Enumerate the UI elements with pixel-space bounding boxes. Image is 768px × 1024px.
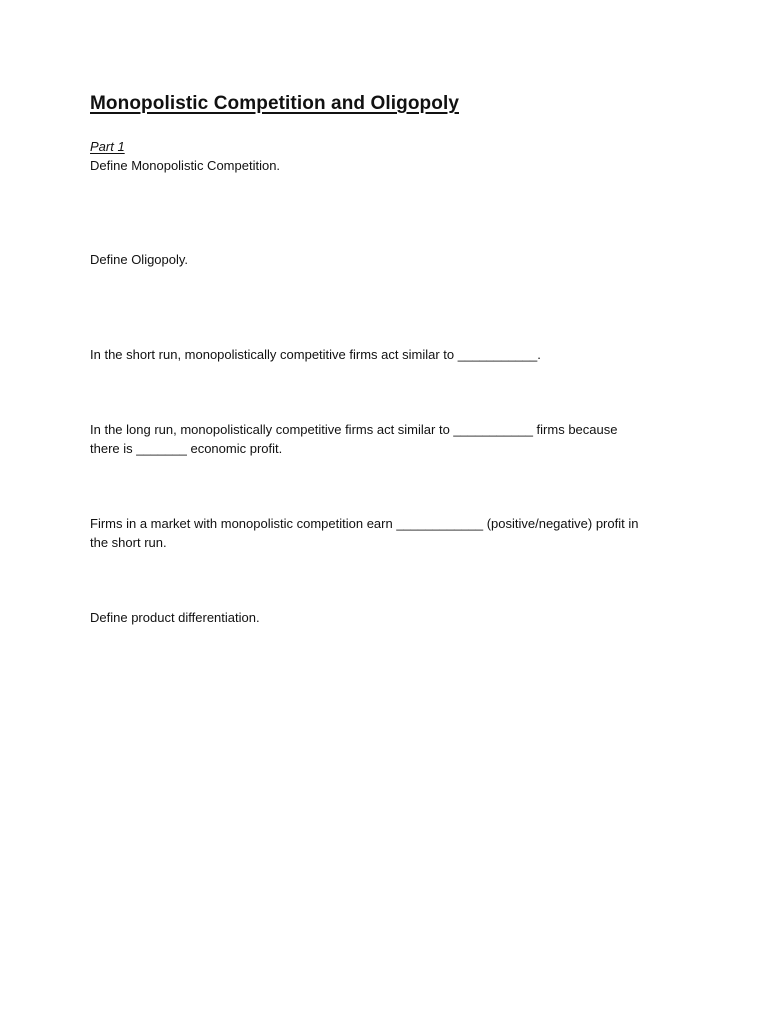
part-label: Part 1 — [90, 139, 125, 154]
question-short-run-similarity: In the short run, monopolistically competitive firms act similar to ___________. — [90, 347, 541, 362]
question-short-run-profit-line-2: the short run. — [90, 535, 167, 550]
question-short-run-profit-line-1: Firms in a market with monopolistic competition earn ____________ (positive/negative) profit in — [90, 516, 639, 531]
question-define-monopolistic-competition: Define Monopolistic Competition. — [90, 158, 281, 173]
document-title: Monopolistic Competition and Oligopoly — [90, 93, 459, 114]
question-long-run-similarity-line-2: there is _______ economic profit. — [90, 441, 283, 456]
question-define-oligopoly: Define Oligopoly. — [90, 252, 189, 267]
question-define-product-differentiation: Define product differentiation. — [90, 610, 260, 625]
question-long-run-similarity-line-1: In the long run, monopolistically competitive firms act similar to ___________ firms because — [90, 422, 618, 437]
